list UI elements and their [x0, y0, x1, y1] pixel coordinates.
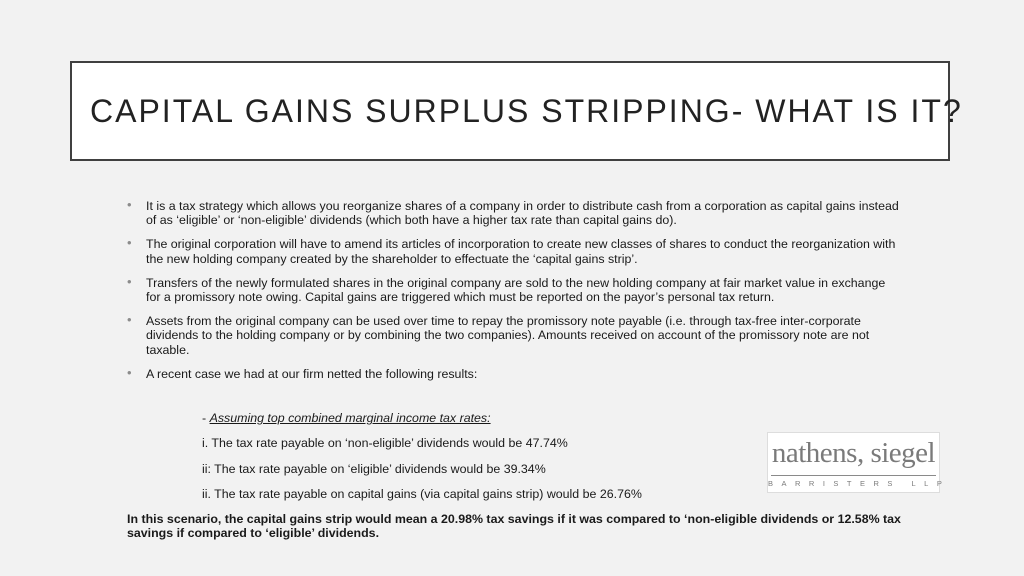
firm-logo [767, 432, 951, 493]
bullet-icon: • [127, 197, 132, 212]
rate-line-capital-gains: ii. The tax rate payable on capital gains (via capital gains strip) would be 26.76% [202, 487, 642, 501]
bullet-text: Transfers of the newly formulated shares in the original company are sold to the new holding company at fair market value in exchange for a promissory note owing. Capital gains are triggered which must be reported on the payor’s personal tax return. [146, 275, 886, 305]
assumption-prefix: - [202, 411, 210, 425]
bullet-icon: • [127, 235, 132, 251]
bullet-icon: • [127, 312, 132, 328]
logo-name: nathens, siegel [771, 437, 936, 469]
list-item [127, 199, 902, 227]
bullet-list [127, 199, 902, 391]
assumption-text: Assuming top combined marginal income tax rates: [209, 411, 491, 425]
list-item [127, 273, 902, 305]
page-title: CAPITAL GAINS SURPLUS STRIPPING- WHAT IS IT? [90, 92, 963, 129]
bullet-text: The original corporation will have to amend its articles of incorporation to create new classes of shares to conduct the reorganization with the new holding company created by the shareholder to effectuate the ‘capital gains strip’. [146, 237, 896, 266]
title-box [70, 61, 963, 161]
list-item [127, 364, 902, 381]
list-item [127, 314, 902, 357]
rate-line-eligible: ii: The tax rate payable on ‘eligible’ dividends would be 39.34% [202, 462, 546, 476]
bullet-text: A recent case we had at our firm netted the following results: [146, 366, 478, 381]
logo-subtitle: BARRISTERS LLP [768, 479, 951, 488]
conclusion-text: In this scenario, the capital gains strip would mean a 20.98% tax savings if it was compared to ‘non-eligible dividends or 12.58% tax savings if compared to ‘eligible’ dividends. [127, 512, 901, 541]
bullet-icon: • [127, 273, 132, 289]
assumption-line [202, 411, 491, 425]
rate-line-non-eligible: i. The tax rate payable on ‘non-eligible’ dividends would be 47.74% [202, 436, 568, 450]
bullet-icon: • [127, 364, 132, 380]
bullet-text: Assets from the original company can be used over time to repay the promissory note payable (i.e. through tax-free inter-corporate dividends to the holding company or by combining the two companies). Amounts received on account of the promissory note are not taxable. [146, 314, 870, 357]
list-item [127, 237, 902, 265]
bullet-text: It is a tax strategy which allows you reorganize shares of a company in order to distribute cash from a corporation as capital gains instead of as ‘eligible’ or ‘non-eligible’ dividends (which both have a higher tax rate than capital gains do). [146, 199, 899, 228]
logo-divider [771, 475, 936, 476]
